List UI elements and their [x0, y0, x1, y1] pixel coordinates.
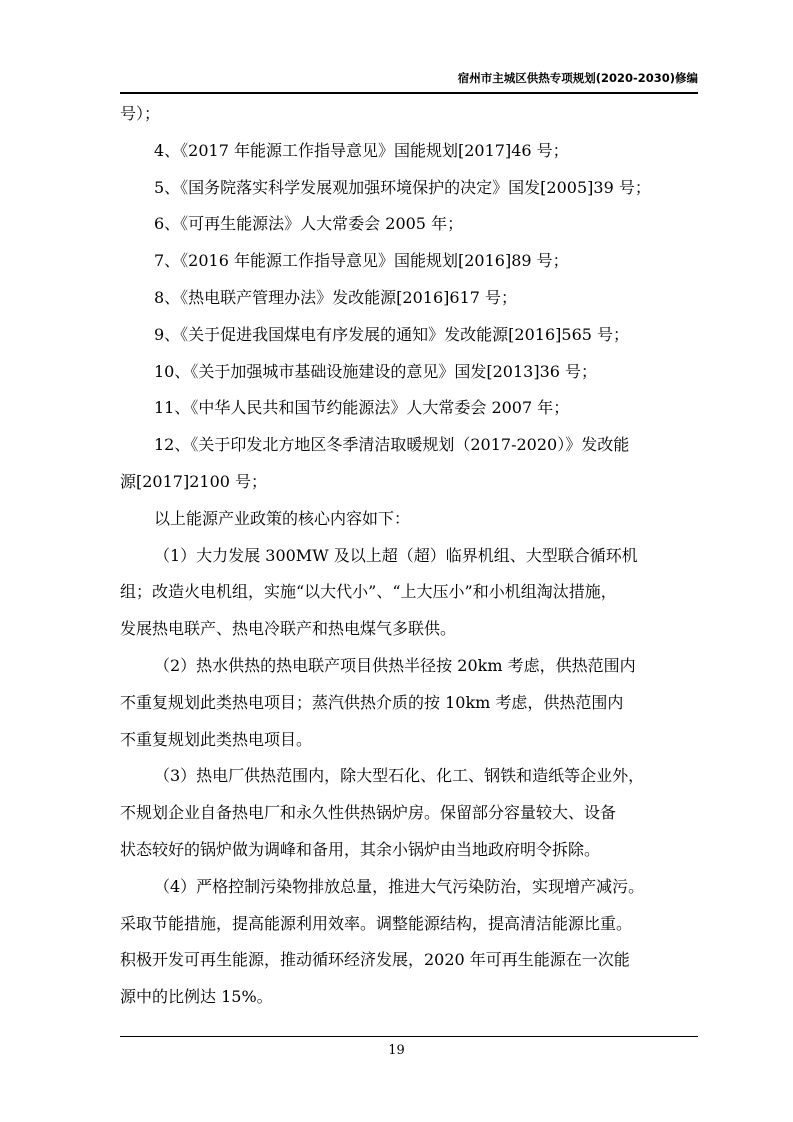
body-line: 以上能源产业政策的核心内容如下： [154, 508, 411, 528]
body-line: 号）； [120, 104, 161, 123]
footer-rule [120, 1036, 698, 1037]
body-line: （4）严格控制污染物排放总量，推进大气污染防治，实现增产减污。 [154, 876, 645, 896]
document-body [120, 96, 698, 1016]
body-line: 5、《国务院落实科学发展观加强环境保护的决定》国发[2005]39 号； [154, 177, 651, 197]
header-title: 宿州市主城区供热专项规划(2020-2030)修编 [457, 71, 698, 85]
page-number: 19 [388, 1043, 405, 1058]
body-line: （1）大力发展 300MW 及以上超（超）临界机组、大型联合循环机 [154, 545, 638, 565]
body-line: 10、《关于加强城市基础设施建设的意见》国发[2013]36 号； [154, 361, 598, 381]
body-line: （2）热水供热的热电联产项目供热半径按 20km 考虑，供热范围内 [154, 655, 636, 675]
body-line: 不规划企业自备热电厂和永久性供热锅炉房。保留部分容量较大、设备 [120, 803, 617, 823]
body-line: 发展热电联产、热电冷联产和热电煤气多联供。 [120, 619, 457, 639]
body-line: 积极开发可再生能源，推动循环经济发展，2020 年可再生能源在一次能 [120, 950, 630, 970]
body-line: 11、《中华人民共和国节约能源法》人大常委会 2007 年； [154, 398, 570, 418]
body-line: 状态较好的锅炉做为调峰和备用，其余小锅炉由当地政府明令拆除。 [120, 839, 601, 859]
body-line: 12、《关于印发北方地区冬季清洁取暖规划（2017-2020）》发改能 [154, 435, 630, 455]
body-line: 采取节能措施，提高能源利用效率。调整能源结构，提高清洁能源比重。 [120, 913, 633, 933]
body-line: 源中的比例达 15%。 [120, 987, 273, 1007]
body-line: 不重复规划此类热电项目。 [120, 729, 313, 749]
body-line: 7、《2016 年能源工作指导意见》国能规划[2016]89 号； [154, 251, 569, 271]
body-line: 源[2017]2100 号； [120, 471, 268, 491]
body-line: 组；改造火电机组，实施“以大代小”、“上大压小”和小机组淘汰措施， [120, 582, 617, 602]
page-header [120, 68, 698, 94]
body-line: （3）热电厂供热范围内，除大型石化、化工、钢铁和造纸等企业外， [154, 766, 645, 786]
body-line: 8、《热电联产管理办法》发改能源[2016]617 号； [154, 287, 518, 307]
body-line: 6、《可再生能源法》人大常委会 2005 年； [154, 214, 464, 234]
body-line: 4、《2017 年能源工作指导意见》国能规划[2017]46 号； [154, 140, 569, 160]
body-line: 不重复规划此类热电项目；蒸汽供热介质的按 10km 考虑，供热范围内 [120, 692, 624, 712]
body-line: 9、《关于促进我国煤电有序发展的通知》发改能源[2016]565 号； [154, 324, 630, 344]
